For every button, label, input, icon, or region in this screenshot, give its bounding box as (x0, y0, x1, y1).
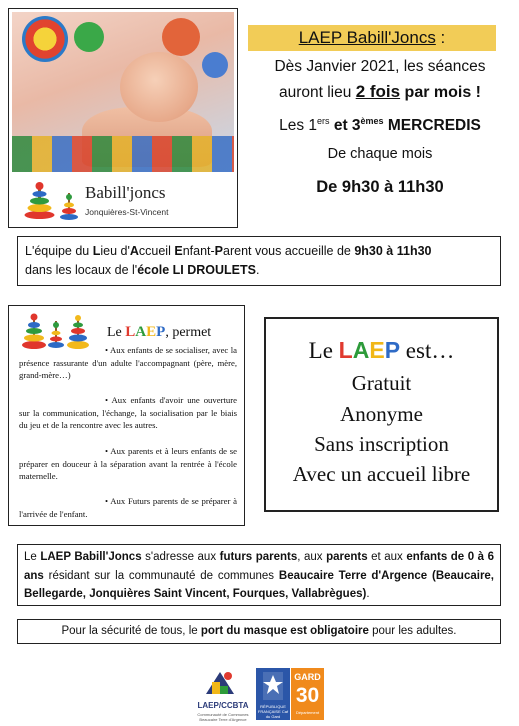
stacking-rings-small-icon (59, 191, 79, 221)
team-text-5: ccueil (138, 244, 175, 258)
gard-logo (291, 668, 324, 720)
public-text-c: s'adresse aux (141, 551, 220, 563)
caf-logo-text: RÉPUBLIQUE FRANÇAISE Caf du Gard (257, 704, 289, 719)
header-line-2-b: 2 fois (355, 82, 401, 101)
mask-text-a: Pour la sécurité de tous, le (61, 625, 201, 637)
laep-title: LAEP Babill'Joncs (298, 28, 436, 47)
header-line-3-b: et 3 (329, 117, 361, 135)
team-info-box (17, 236, 501, 286)
laep-logo-text: LAEP/CCBTA (197, 701, 249, 710)
est-item-gratuit: Gratuit (351, 371, 412, 395)
caf-logo-icon (263, 672, 283, 700)
laep-title-colon: : (435, 28, 446, 47)
team-text-10: 9h30 à 11h30 (354, 244, 432, 258)
team-text-7: nfant- (182, 244, 215, 258)
babilljoncs-logo (19, 181, 227, 223)
team-text-13: . (255, 263, 260, 277)
permet-title-a: A (135, 324, 147, 340)
header-line-1: Dès Janvier 2021, les séances (274, 58, 486, 75)
laep-est-box (264, 317, 499, 512)
header-line-2 (248, 82, 512, 102)
est-title-e: E (369, 337, 385, 363)
header-photo-box (8, 8, 238, 228)
public-text-a: Le (24, 551, 41, 563)
baby-photo (12, 12, 234, 172)
header-line-5: De 9h30 à 11h30 (316, 178, 444, 196)
laep-title-banner (248, 25, 496, 51)
toy-green (74, 22, 104, 52)
permet-title-rest: , permet (165, 325, 212, 340)
permet-paragraph-4: • Aux Futurs parents de se préparer à l'arrivée de l'enfant. (19, 496, 237, 519)
est-title-l: L (338, 337, 353, 363)
permet-title-p: P (156, 324, 166, 340)
permet-title-le: Le (107, 325, 126, 340)
est-title-p: P (384, 337, 401, 363)
header-line-3-c: MERCREDIS (383, 117, 481, 135)
caf-logo (256, 668, 290, 720)
est-item-accueil-libre: Avec un accueil libre (292, 462, 471, 486)
est-title (266, 337, 497, 364)
public-text-j: Beaucaire Terre d'Argence (Beaucaire, Bellegarde, Jonquières Saint Vincent, Fourques, Vallabrègues) (24, 569, 495, 600)
permet-title-l: L (125, 324, 136, 340)
permet-paragraph-1: • Aux enfants de se socialiser, avec la présence rassurante d'un adulte l'accompagnant (père, mère, grand-mère…) (19, 345, 237, 380)
public-text-g: et aux (367, 551, 407, 563)
team-text-1: L'équipe du (25, 244, 93, 258)
gard-logo-number: 30 (295, 684, 320, 707)
toy-orange (162, 18, 200, 56)
brand-subtitle: Jonquières-St-Vincent (85, 207, 169, 217)
mask-text-c: pour les adultes. (368, 625, 457, 637)
est-item-sans-inscription: Sans inscription (314, 432, 449, 456)
public-text-e: , aux (297, 551, 327, 563)
mask-text-b: port du masque est obligatoire (200, 625, 369, 637)
team-text-3: ieu d' (100, 244, 130, 258)
public-text-h: enfants de 0 à 6 ans (24, 551, 494, 582)
laep-logo-icon (202, 668, 238, 698)
team-text-4: A (129, 244, 139, 258)
gard-logo-top: GARD (294, 672, 321, 682)
public-text-i: résidant sur la communauté de communes (43, 569, 279, 582)
est-title-rest: est… (400, 338, 455, 363)
est-title-le: Le (308, 338, 339, 363)
header-line-3-sup1: ers (317, 116, 330, 126)
header-line-3-sup2: èmes (360, 116, 384, 126)
public-text-f: parents (326, 551, 368, 563)
team-text-8: P (214, 244, 223, 258)
permet-title-e: E (146, 324, 157, 340)
gard-logo-sub: Département (295, 710, 320, 715)
mask-notice-box (17, 619, 501, 644)
brand-name: Babill'joncs (85, 183, 166, 202)
team-text-11: dans les locaux de l' (25, 263, 138, 277)
toy-ball (22, 16, 68, 62)
est-title-a: A (352, 337, 370, 363)
header-line-4: De chaque mois (327, 146, 433, 162)
public-text-d: futurs parents (219, 551, 298, 563)
public-info-box (17, 544, 501, 606)
est-item-anonyme: Anonyme (340, 402, 423, 426)
header-line-2-a: auront lieu (278, 84, 356, 101)
toy-blue (202, 52, 228, 78)
laep-permet-box (8, 305, 245, 526)
play-mat (12, 136, 234, 172)
header-line-2-c: par mois ! (400, 84, 481, 101)
header-line-3-a: Les 1 (279, 117, 318, 135)
header-line-3 (248, 116, 512, 135)
baby-head (120, 52, 198, 122)
laep-logo-subtext: Communauté de Communes Beaucaire Terre d'Argence (197, 712, 249, 722)
public-text-k: . (366, 588, 370, 600)
permet-paragraph-2: • Aux enfants d'avoir une ouverture sur la communication, l'échange, la socialisation par le biais du jeu et de la rencontre avec les autres. (19, 395, 237, 430)
laep-logo (188, 668, 252, 724)
team-text-12: école LI DROULETS (137, 263, 256, 277)
stacking-rings-icon (23, 181, 57, 221)
permet-title (107, 324, 211, 341)
public-text-b: LAEP Babill'Joncs (40, 551, 142, 563)
team-text-2: L (92, 244, 101, 258)
permet-paragraph-3: • Aux parents et à leurs enfants de se préparer en douceur à la séparation avant la rentrée à l'école maternelle. (19, 446, 237, 481)
team-text-6: E (174, 244, 183, 258)
team-text-9: arent vous accueille de (223, 244, 355, 258)
